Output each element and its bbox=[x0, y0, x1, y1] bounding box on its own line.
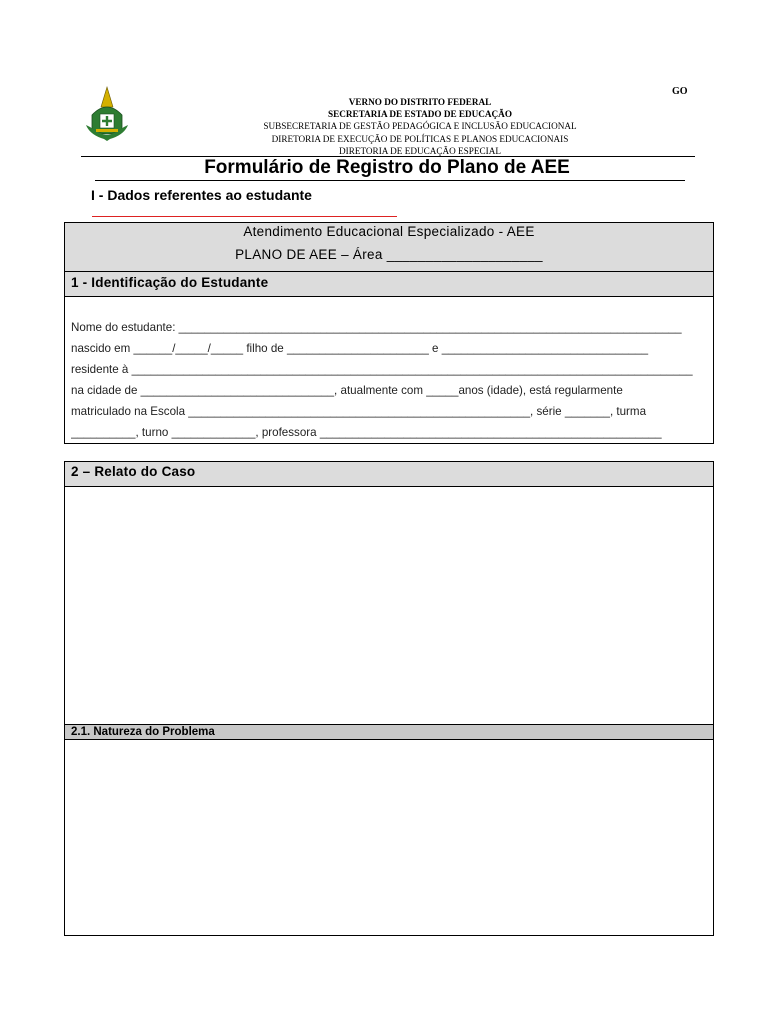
title-divider bbox=[95, 180, 685, 181]
header-line-4: DIRETORIA DE EXECUÇÃO DE POLÍTICAS E PLANOS EDUCACIONAIS bbox=[271, 133, 569, 144]
student-identification-box bbox=[64, 222, 714, 444]
student-name-field[interactable]: Nome do estudante: ______________________________________________________________________________ bbox=[71, 321, 682, 334]
problem-nature-band bbox=[65, 724, 713, 740]
plan-area-line[interactable]: PLANO DE AEE – Área ____________________ bbox=[235, 247, 543, 262]
header-line-1: VERNO DO DISTRITO FEDERAL bbox=[348, 97, 492, 107]
section-underline bbox=[92, 216, 397, 217]
identification-band bbox=[65, 272, 713, 297]
identification-heading: 1 - Identificação do Estudante bbox=[71, 275, 269, 290]
brasilia-coat-of-arms-icon bbox=[82, 85, 132, 143]
section-heading: I - Dados referentes ao estudante bbox=[91, 187, 312, 203]
city-age-field[interactable]: na cidade de ______________________________, atualmente com _____anos (idade), está regularmente bbox=[71, 384, 623, 397]
case-report-area[interactable] bbox=[65, 487, 713, 724]
header-line-5: DIRETORIA DE EDUCAÇÃO ESPECIAL bbox=[339, 145, 501, 156]
institution-header bbox=[200, 96, 640, 157]
problem-nature-heading: 2.1. Natureza do Problema bbox=[71, 726, 215, 738]
plan-header-band bbox=[65, 223, 713, 272]
form-title: Formulário de Registro do Plano de AEE bbox=[204, 157, 570, 178]
school-grade-field[interactable]: matriculado na Escola _____________________________________________________, série _______, turma bbox=[71, 405, 647, 418]
plan-service-title: Atendimento Educacional Especializado - AEE bbox=[243, 224, 535, 239]
case-report-box bbox=[64, 461, 714, 936]
case-report-band bbox=[65, 462, 713, 487]
shift-teacher-field[interactable]: __________, turno _____________, professora _____________________________________________________ bbox=[71, 426, 662, 439]
case-report-heading: 2 – Relato do Caso bbox=[71, 464, 196, 479]
header-line-3: SUBSECRETARIA DE GESTÃO PEDAGÓGICA E INCLUSÃO EDUCACIONAL bbox=[263, 121, 577, 132]
identification-fields bbox=[71, 317, 705, 443]
residence-field[interactable]: residente à _______________________________________________________________________________________ bbox=[71, 363, 693, 376]
birth-parents-field[interactable]: nascido em ______/_____/_____ filho de ______________________ e ________________________________ bbox=[71, 342, 649, 355]
page-code: GO bbox=[672, 86, 688, 97]
header-line-2: SECRETARIA DE ESTADO DE EDUCAÇÃO bbox=[328, 109, 512, 120]
problem-nature-area[interactable] bbox=[65, 740, 713, 935]
